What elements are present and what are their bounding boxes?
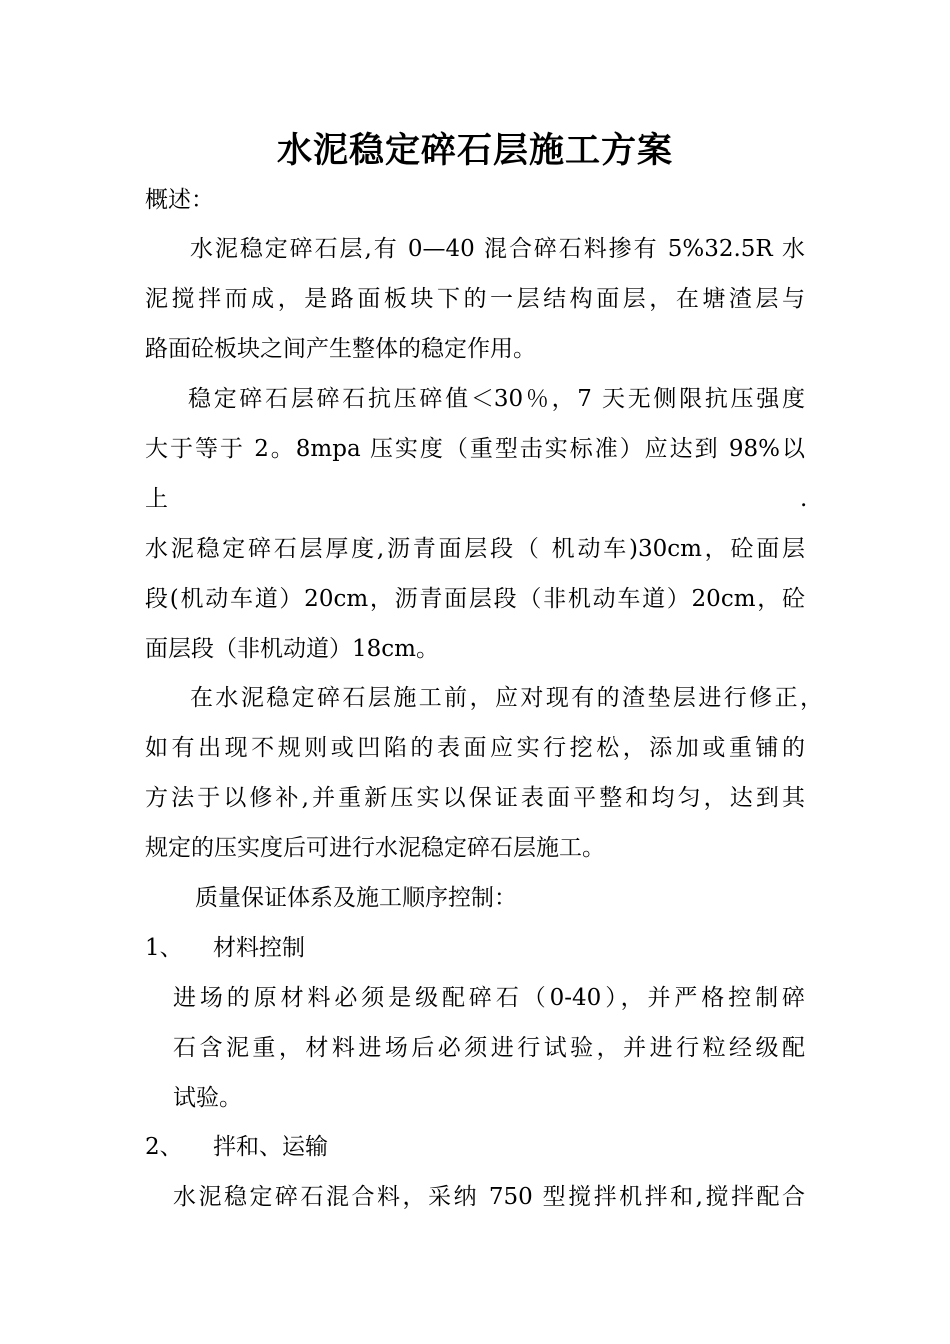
paragraph-line: 大于等于 2。8mpa 压实度（重型击实标准）应达到 98%以 <box>145 436 805 462</box>
paragraph-line: 路面砼板块之间产生整体的稳定作用。 <box>145 336 536 362</box>
paragraph-line: 泥搅拌而成，是路面板块下的一层结构面层，在塘渣层与 <box>145 286 805 312</box>
paragraph-line: 面层段（非机动道）18cm。 <box>145 636 439 662</box>
list-heading: 拌和、运输 <box>213 1134 328 1160</box>
paragraph-line: 在水泥稳定碎石层施工前，应对现有的渣垫层进行修正， <box>190 685 823 711</box>
paragraph-line: 进场的原材料必须是级配碎石（0-40），并严格控制碎 <box>173 985 805 1011</box>
paragraph-line: 方法于以修补,并重新压实以保证表面平整和均匀，达到其 <box>145 785 805 811</box>
paragraph-line: 段(机动车道）20cm，沥青面层段（非机动车道）20cm，砼 <box>145 586 805 612</box>
section-heading-overview: 概述： <box>145 187 214 213</box>
paragraph-line: 稳定碎石层碎石抗压碎值＜30％，7 天无侧限抗压强度 <box>188 386 805 412</box>
section-heading-quality: 质量保证体系及施工顺序控制： <box>195 885 517 911</box>
list-number: 1、 <box>145 935 183 961</box>
paragraph-line: 如有出现不规则或凹陷的表面应实行挖松，添加或重铺的 <box>145 735 805 761</box>
paragraph-line: 试验。 <box>173 1085 242 1111</box>
paragraph-line-end-mark: . <box>800 486 808 512</box>
paragraph-line: 水泥稳定碎石层,有 0—40 混合碎石料掺有 5%32.5R 水 <box>190 236 805 262</box>
list-heading: 材料控制 <box>213 935 305 961</box>
paragraph-line: 水泥稳定碎石混合料，采纳 750 型搅拌机拌和,搅拌配合 <box>173 1184 805 1210</box>
list-number: 2、 <box>145 1134 183 1160</box>
paragraph-line: 规定的压实度后可进行水泥稳定碎石层施工。 <box>145 835 605 861</box>
paragraph-line: 上 <box>145 486 168 512</box>
paragraph-line: 石含泥重，材料进场后必须进行试验，并进行粒经级配 <box>173 1035 805 1061</box>
paragraph-line: 水泥稳定碎石层厚度,沥青面层段（ 机动车)30cm，砼面层 <box>145 536 805 562</box>
document-title: 水泥稳定碎石层施工方案 <box>276 130 673 171</box>
